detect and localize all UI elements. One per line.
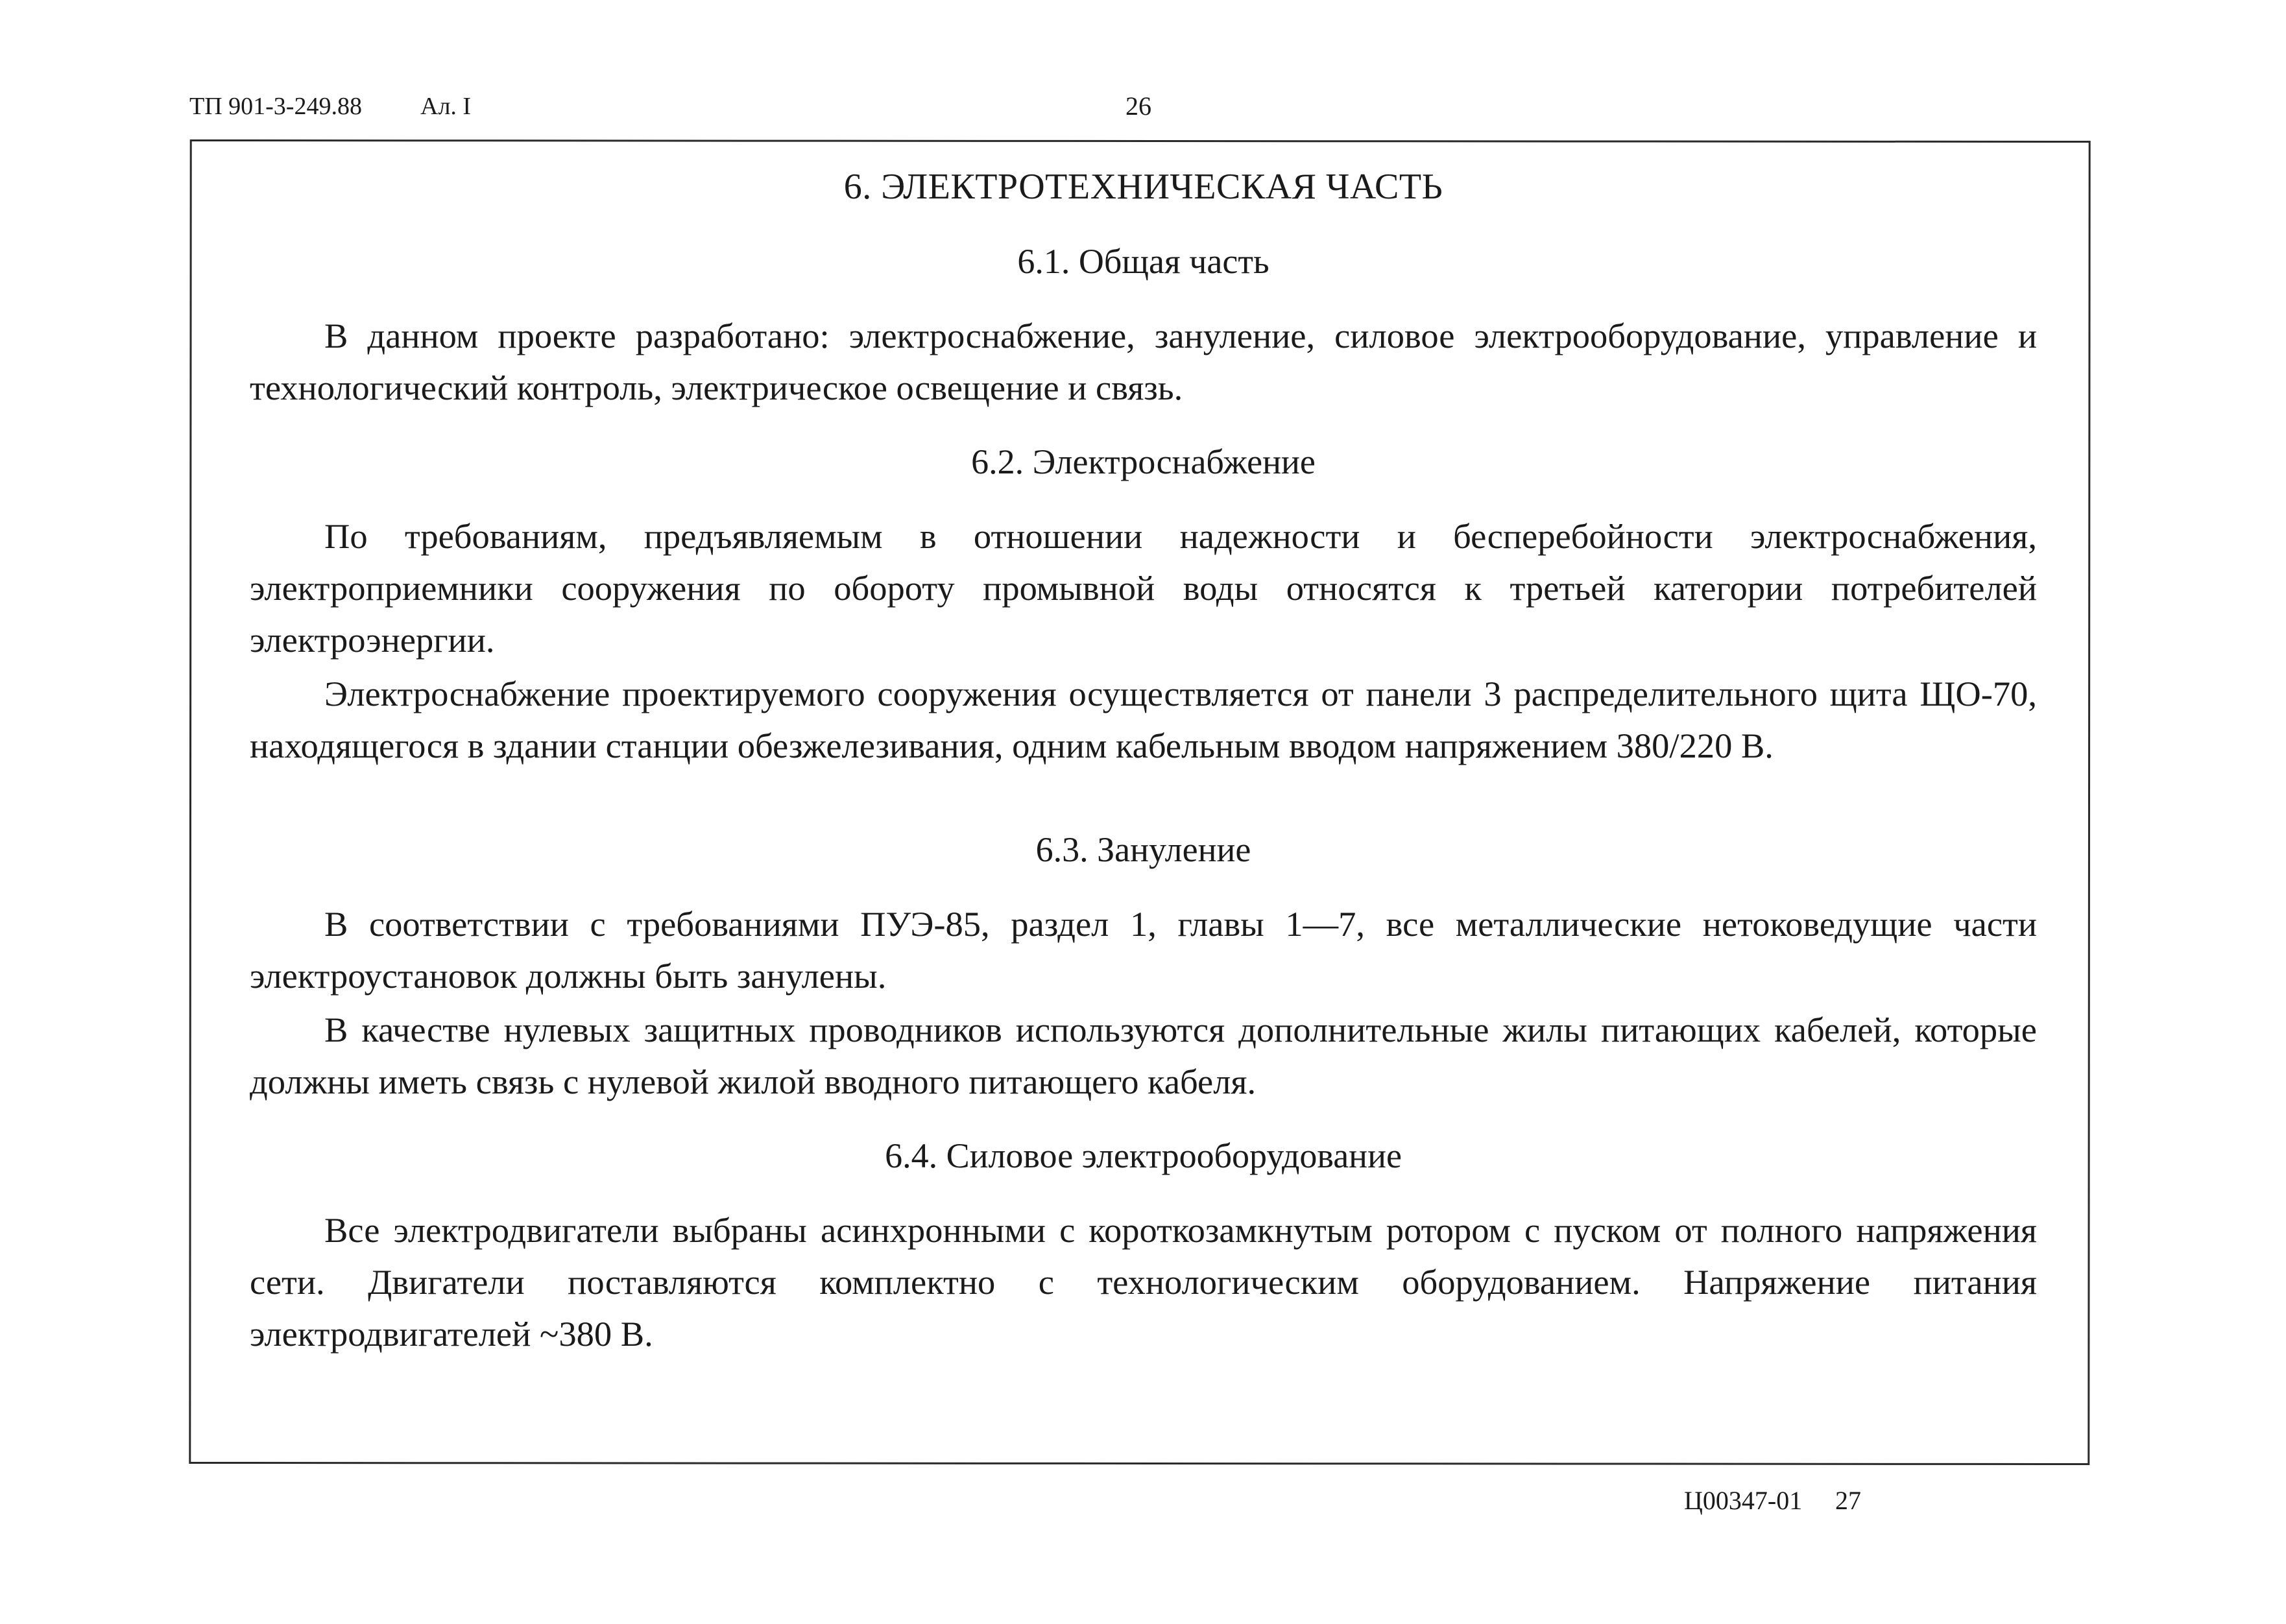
subsection-title-power-equipment: 6.4. Силовое электрооборудование [885,1136,1402,1175]
document-code: ТП 901-3-249.88 [189,93,362,120]
paragraph-power-equipment: Все электродвигатели выбраны асинхронными с короткозамкнутым ротором с пуском от полного напряжения сети. Двигатели поставляются комплектно с технологическим оборудованием. Напряжение питания электродвигателей ~380 В. [250,1210,2037,1354]
subsection-title-power-supply: 6.2. Электроснабжение [971,442,1316,481]
subsection-title-grounding: 6.3. Зануление [1035,830,1251,869]
footer-code: Ц00347-01 [1684,1486,1803,1515]
paragraph-general: В данном проекте разработано: электроснабжение, зануление, силовое электрооборудование, управление и технологический контроль, электрическое освещение и связь. [250,316,2037,407]
paragraph-power-supply-source: Электроснабжение проектируемого сооружения осуществляется от панели 3 распределительного щита ЩО-70, находящегося в здании станции обезжелезивания, одним кабельным вводом напряжением 380/220 В. [250,674,2037,765]
paragraph-grounding-requirements: В соответствии с требованиями ПУЭ-85, раздел 1, главы 1—7, все металлические нетоковедущие части электроустановок должны быть занулены. [250,904,2037,996]
page-number: 26 [1125,91,1151,121]
sheet-label: Ал. I [420,93,472,120]
subsection-title-general: 6.1. Общая часть [1017,242,1269,281]
paragraph-power-supply-category: По требованиям, предъявляемым в отношении надежности и бесперебойности электроснабжения, электроприемники сооружения по обороту промывной воды относятся к третьей категории потребителей электроэнергии. [250,516,2037,660]
page-content [250,161,2037,1360]
footer-page-number: 27 [1835,1486,1861,1515]
section-title: 6. ЭЛЕКТРОТЕХНИЧЕСКАЯ ЧАСТЬ [843,167,1443,207]
paragraph-grounding-conductors: В качестве нулевых защитных проводников используются дополнительные жилы питающих кабелей, которые должны иметь связь с нулевой жилой вводного питающего кабеля. [250,1010,2037,1101]
